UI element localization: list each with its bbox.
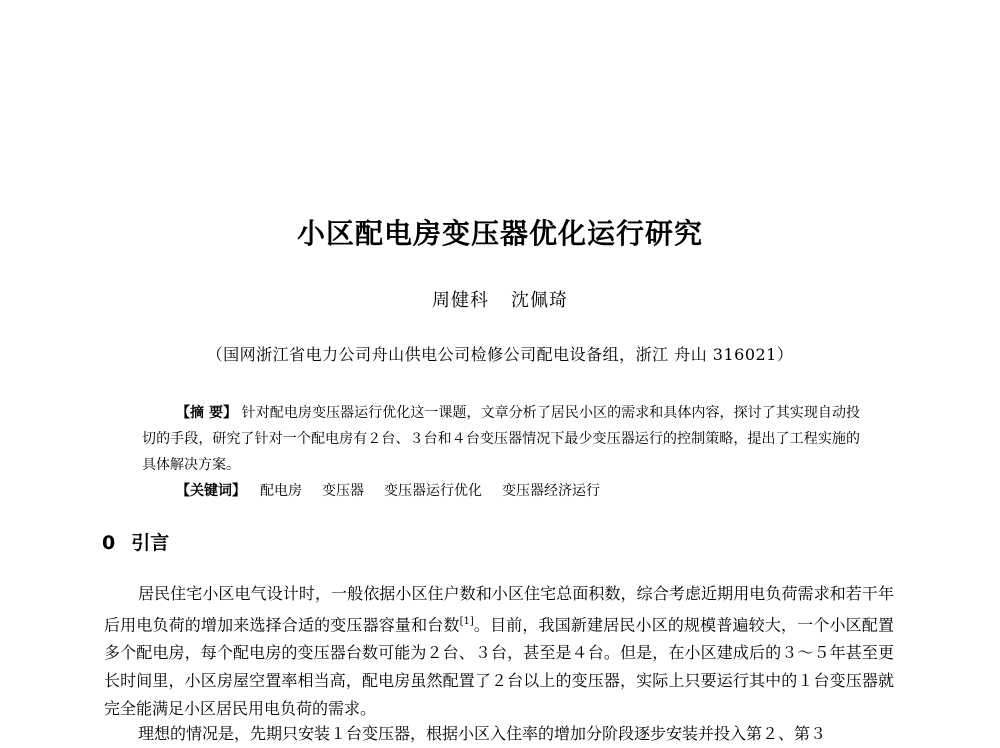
keyword: 变压器经济运行	[502, 483, 600, 499]
paper-title: 小区配电房变压器优化运行研究	[296, 217, 703, 250]
keyword: 变压器	[322, 483, 364, 499]
keyword: 配电房	[260, 483, 302, 499]
section-number: 0	[102, 532, 116, 554]
abstract-label: 【摘 要】	[176, 405, 238, 421]
section-heading	[102, 528, 169, 555]
keywords	[176, 478, 600, 504]
body-paragraph	[104, 720, 894, 748]
paragraph-text: 理想的情况是，先期只安装１台变压器，根据小区入住率的增加分阶段逐步安装并投入第２、第３	[138, 724, 827, 743]
body-paragraph	[104, 580, 894, 723]
citation-ref: [1]	[459, 616, 474, 627]
author-list	[0, 286, 1000, 312]
section-title: 引言	[131, 532, 170, 554]
paragraph-text: 。目前，我国新建居民小区的规模普遍较大，一个小区配置多个配电房，每个配电房的变压器台数可能为２台、３台，甚至是４台。但是，在小区建成后的３～５年甚至更长时间里，小区房屋空置率相当高，配电房虽然配置了２台以上的变压器，实际上只要运行其中的１台变压器就完全能满足小区居民用电负荷的需求。	[104, 615, 894, 719]
abstract-text: 针对配电房变压器运行优化这一课题，文章分析了居民小区的需求和具体内容，探讨了其实现自动投切的手段，研究了针对一个配电房有２台、３台和４台变压器情况下最少变压器运行的控制策略，提出了工程实施的具体解决方案。	[142, 405, 861, 473]
affiliation: （国网浙江省电力公司舟山供电公司检修公司配电设备组，浙江 舟山 316021）	[206, 345, 794, 364]
author-name: 周健科	[432, 290, 489, 311]
author-name: 沈佩琦	[511, 290, 568, 311]
keywords-label: 【关键词】	[176, 483, 246, 499]
abstract	[142, 400, 860, 478]
keyword: 变压器运行优化	[384, 483, 482, 499]
paragraph-text: 居民住宅小区电气设计时，一般依据小区住户数和小区住宅总面积数，综合考虑近期用电负荷需求和若干年后用电负荷的增加来选择合适的变压器容量和台数	[104, 584, 894, 635]
